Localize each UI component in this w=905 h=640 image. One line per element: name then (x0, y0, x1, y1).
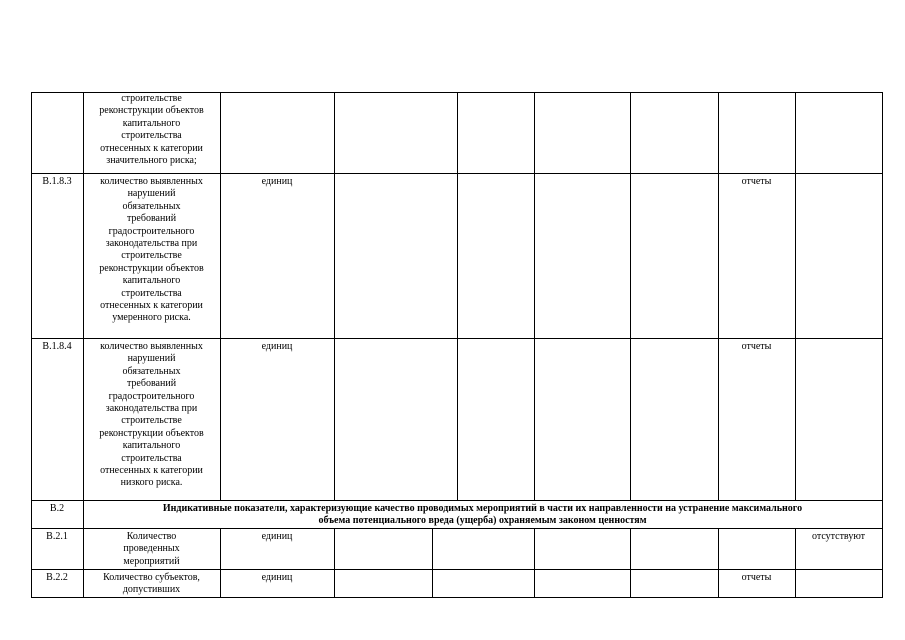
source-cell: отчеты (741, 176, 772, 187)
indicator-code: В.1.8.4 (42, 341, 72, 352)
indicator-code: В.2.1 (46, 531, 68, 542)
indicator-name: количество выявленных нарушений обязательных требований градостроительного законодательства при строительстве реконструкции объектов капитального строительства отнесенных к категории низкого риска. (99, 341, 204, 489)
table-right-border (882, 92, 883, 598)
column-divider (334, 92, 335, 500)
source-cell: отчеты (741, 341, 772, 352)
column-divider (432, 528, 433, 598)
unit-cell: единиц (261, 531, 293, 542)
column-divider (457, 92, 458, 500)
section-heading: Индикативные показатели, характеризующие качество проводимых мероприятий в части их направленности на устранение максимального объема потенциального вреда (ущерба) охраняемым законом ценностям (162, 503, 803, 527)
unit-cell: единиц (261, 341, 293, 352)
column-divider (334, 528, 335, 598)
row-divider (31, 500, 883, 501)
indicator-name: строительстве реконструкции объектов капитального строительства отнесенных к категории значительного риска; (99, 93, 204, 167)
column-divider (718, 92, 719, 500)
indicator-name: Количество проведенных мероприятий (123, 531, 180, 567)
row-divider (31, 569, 883, 570)
column-divider (630, 92, 631, 500)
column-divider (630, 528, 631, 598)
indicators-table (31, 92, 883, 598)
indicator-code: В.1.8.3 (42, 176, 72, 187)
indicator-name: количество выявленных нарушений обязательных требований градостроительного законодательства при строительстве реконструкции объектов капитального строительства отнесенных к категории умеренного риска. (99, 176, 204, 324)
table-bottom-border (31, 597, 883, 598)
section-code: В.2 (49, 503, 65, 514)
source-cell: отчеты (741, 572, 772, 583)
column-divider (534, 528, 535, 598)
column-divider (534, 92, 535, 500)
indicator-code: В.2.2 (46, 572, 68, 583)
note-cell: отсутствуют (811, 531, 866, 542)
column-divider (795, 92, 796, 500)
row-divider (31, 528, 883, 529)
indicator-name: Количество субъектов, допустивших (103, 572, 200, 596)
column-divider (220, 92, 221, 500)
unit-cell: единиц (261, 572, 293, 583)
unit-cell: единиц (261, 176, 293, 187)
column-divider (718, 528, 719, 598)
